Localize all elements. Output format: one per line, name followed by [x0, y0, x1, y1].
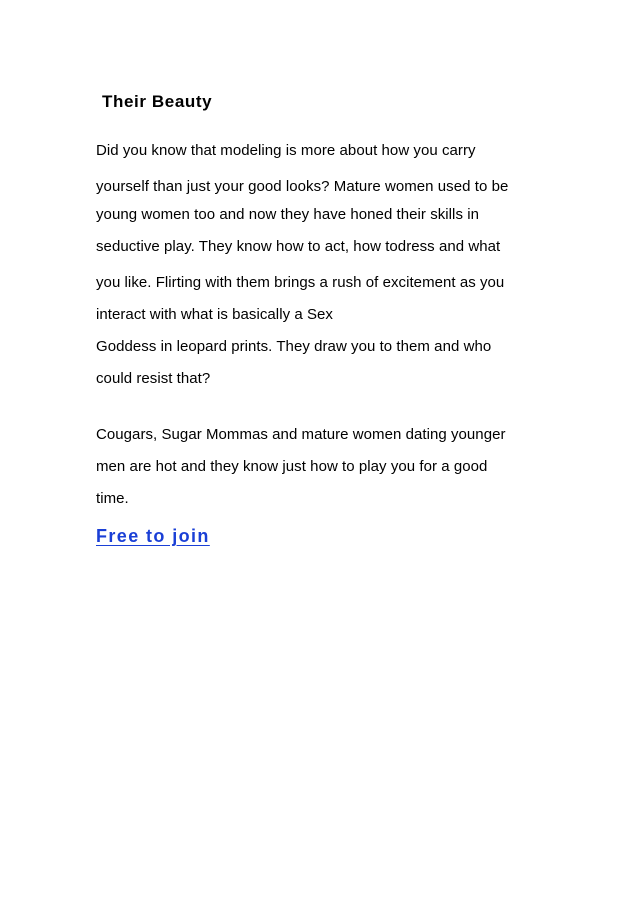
text-line: Cougars, Sugar Mommas and mature women dating younger [96, 426, 506, 443]
text-line: yourself than just your good looks? Mature women used to be [96, 178, 509, 195]
text-line: could resist that? [96, 370, 211, 387]
text-line: young women too and now they have honed their skills in [96, 206, 479, 223]
text-line: interact with what is basically a Sex [96, 306, 333, 323]
free-to-join-link[interactable]: Free to join [96, 526, 210, 546]
text-line: men are hot and they know just how to play you for a good [96, 458, 488, 475]
text-line: Goddess in leopard prints. They draw you to them and who [96, 338, 492, 355]
text-line: seductive play. They know how to act, how todress and what [96, 238, 501, 255]
text-line: Did you know that modeling is more about how you carry [96, 142, 476, 159]
text-line: you like. Flirting with them brings a rush of excitement as you [96, 274, 505, 291]
text-line: time. [96, 490, 129, 507]
section-heading: Their Beauty [102, 92, 213, 111]
